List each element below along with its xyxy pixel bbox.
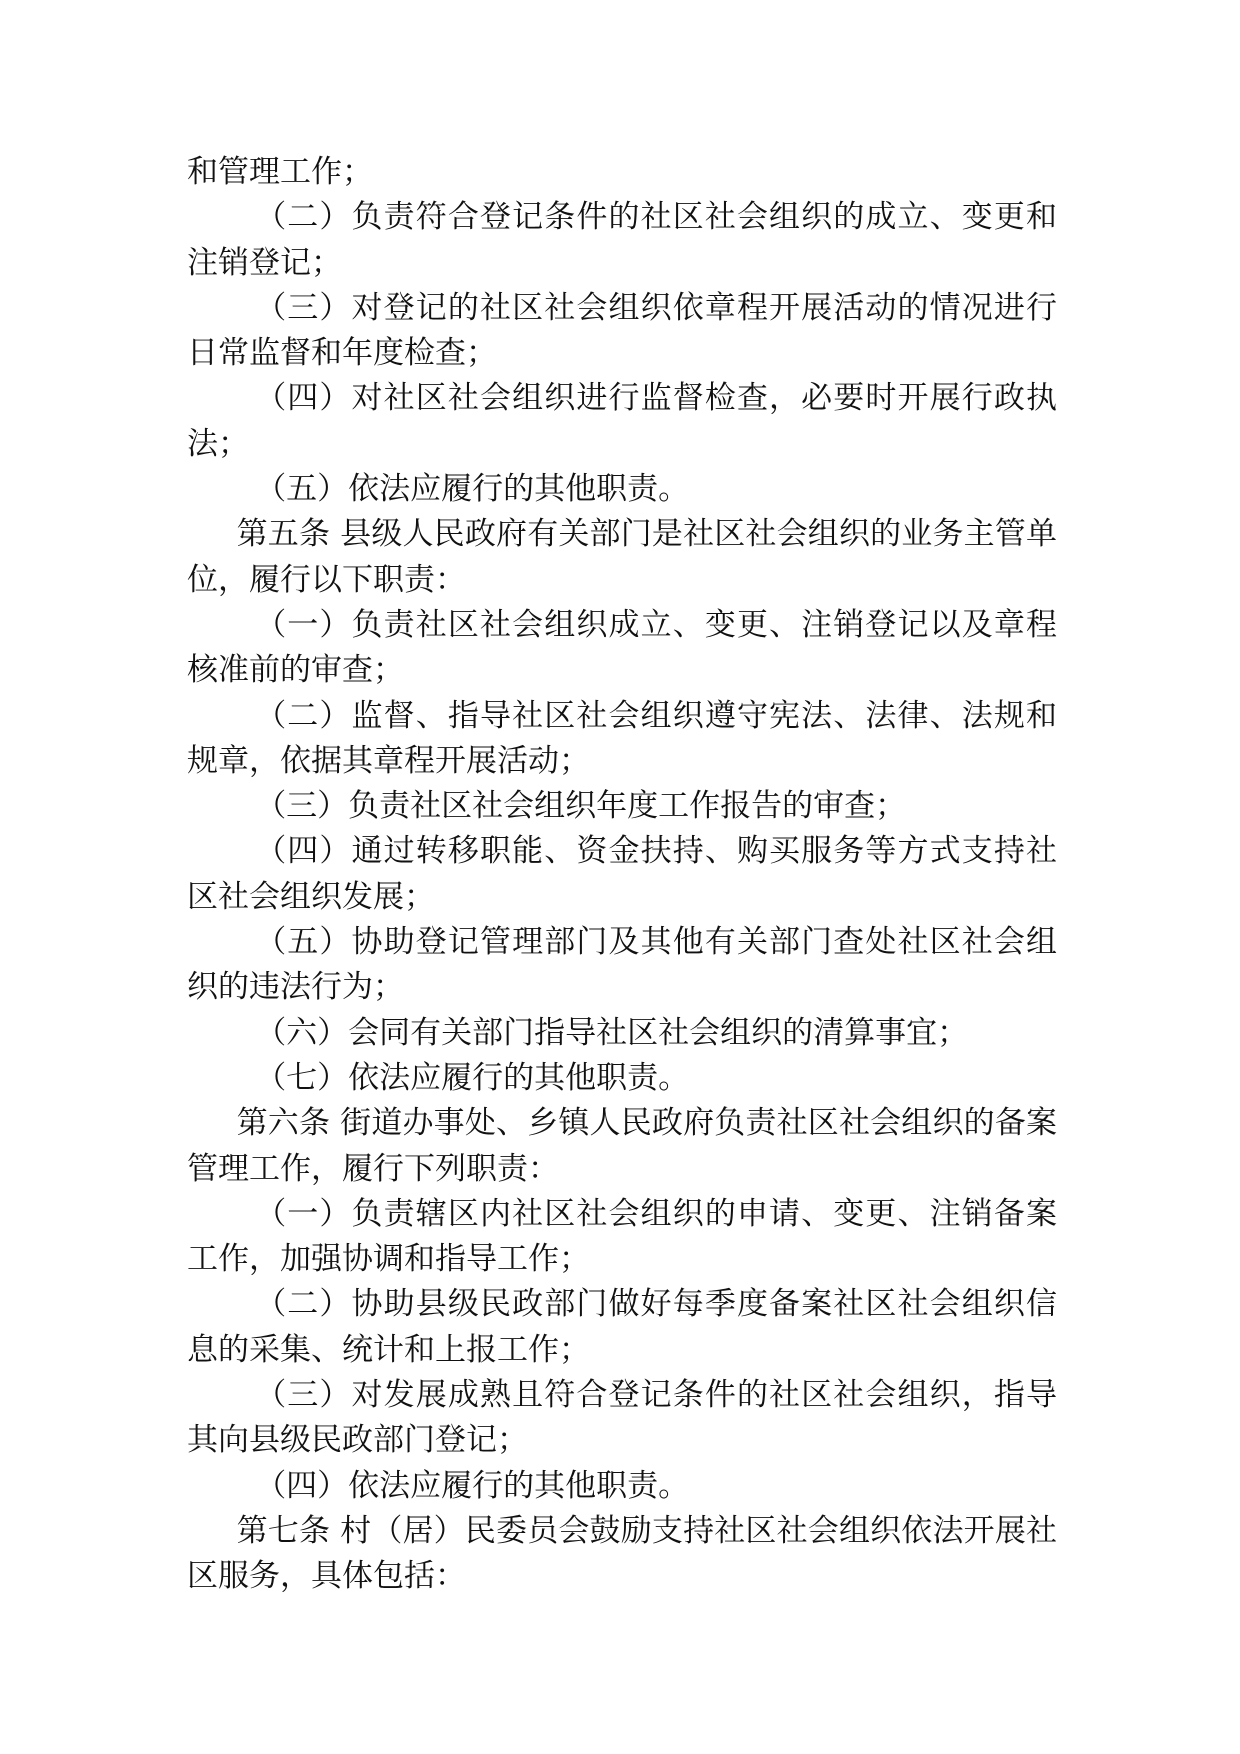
paragraph-article5: 第五条 县级人民政府有关部门是社区社会组织的业务主管单位，履行以下职责： xyxy=(187,516,1057,598)
paragraph-article5-item3: （三）负责社区社会组织年度工作报告的审查； xyxy=(255,788,907,825)
paragraph-article4-item4: （四）对社区社会组织进行监督检查，必要时开展行政执法； xyxy=(187,380,1057,462)
paragraph-article4-item5: （五）依法应履行的其他职责。 xyxy=(255,471,690,508)
paragraph-article5-item6: （六）会同有关部门指导社区社会组织的清算事宜； xyxy=(255,1014,969,1051)
paragraph-article7: 第七条 村（居）民委员会鼓励支持社区社会组织依法开展社区服务，具体包括： xyxy=(187,1512,1057,1595)
paragraph-article6-item4: （四）依法应履行的其他职责。 xyxy=(255,1467,690,1504)
paragraph-article6-item3: （三）对发展成熟且符合登记条件的社区社会组织，指导其向县级民政部门登记； xyxy=(187,1377,1057,1459)
paragraph-article4-item3: （三）对登记的社区社会组织依章程开展活动的情况进行日常监督和年度检查； xyxy=(187,289,1057,372)
paragraph-article5-item5: （五）协助登记管理部门及其他有关部门查处社区社会组织的违法行为； xyxy=(187,924,1057,1006)
paragraph-article5-item4: （四）通过转移职能、资金扶持、购买服务等方式支持社区社会组织发展； xyxy=(187,833,1057,915)
paragraph-article6-item1: （一）负责辖区内社区社会组织的申请、变更、注销备案工作，加强协调和指导工作； xyxy=(187,1195,1057,1278)
paragraph-continuation: 和管理工作； xyxy=(187,154,373,190)
paragraph-article5-item1: （一）负责社区社会组织成立、变更、注销登记以及章程核准前的审查； xyxy=(187,606,1057,689)
paragraph-article5-item7: （七）依法应履行的其他职责。 xyxy=(255,1059,690,1096)
paragraph-article4-item2: （二）负责符合登记条件的社区社会组织的成立、变更和注销登记； xyxy=(187,199,1057,281)
paragraph-article5-item2: （二）监督、指导社区社会组织遵守宪法、法律、法规和规章，依据其章程开展活动； xyxy=(187,697,1057,779)
paragraph-article6-item2: （二）协助县级民政部门做好每季度备案社区社会组织信息的采集、统计和上报工作； xyxy=(187,1286,1057,1368)
document-body xyxy=(187,150,1057,1600)
paragraph-article6: 第六条 街道办事处、乡镇人民政府负责社区社会组织的备案管理工作，履行下列职责： xyxy=(187,1105,1057,1187)
